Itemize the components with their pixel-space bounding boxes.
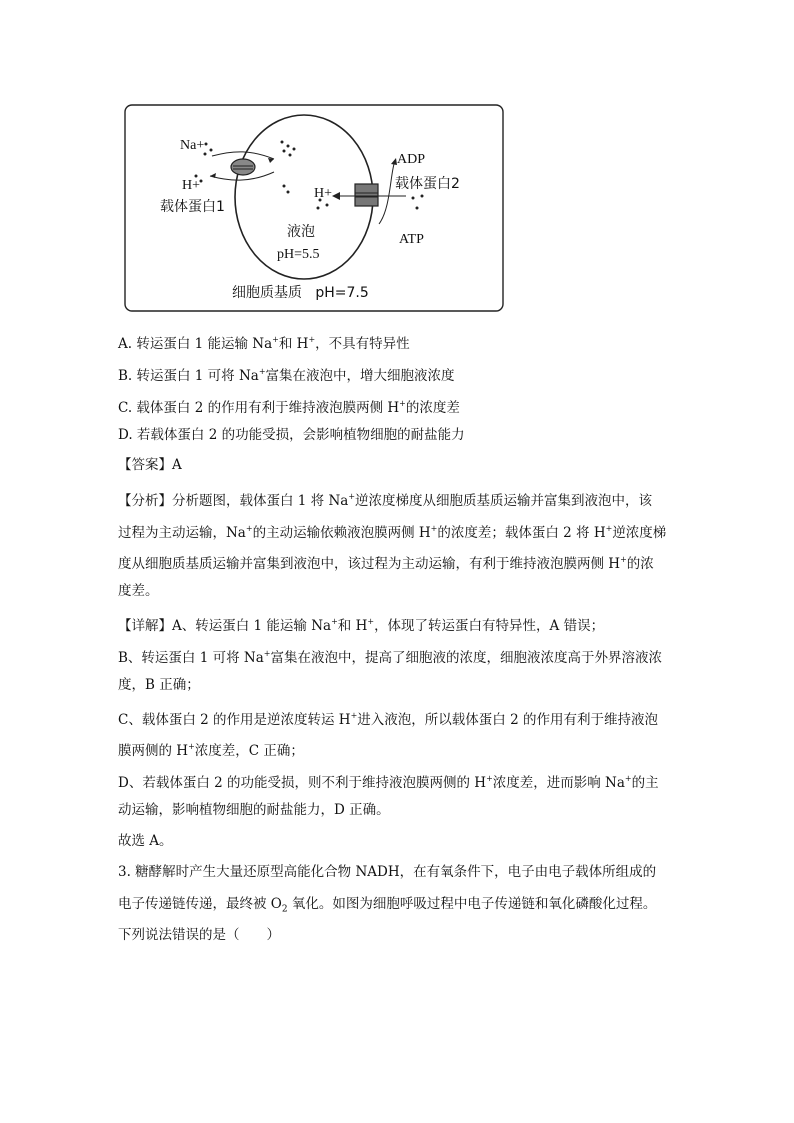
question-3-line: 下列说法错误的是（ ） — [118, 927, 280, 943]
label-carrier-2: 载体蛋白2 — [395, 176, 460, 192]
label-na: Na+ — [180, 138, 205, 153]
vacuole-transport-figure — [124, 104, 504, 312]
label-h-left: H+ — [182, 178, 201, 193]
option-c: C. 载体蛋白 2 的作用有利于维持液泡膜两侧 H+的浓度差 — [118, 399, 460, 416]
detail-line: 【详解】A、转运蛋白 1 能运输 Na+和 H+，体现了转运蛋白有特异性，A 错误； — [118, 617, 605, 634]
option-d: D. 若载体蛋白 2 的功能受损，会影响植物细胞的耐盐能力 — [118, 427, 465, 443]
detail-line: B、转运蛋白 1 可将 Na+富集在液泡中，提高了细胞液的浓度，细胞液浓度高于外界溶液浓 — [118, 649, 662, 666]
detail-line: 故选 A。 — [118, 833, 173, 849]
option-b: B. 转运蛋白 1 可将 Na+富集在液泡中，增大细胞液浓度 — [118, 367, 455, 384]
label-cytosol: 细胞质基质 pH=7.5 — [232, 285, 369, 301]
label-atp: ATP — [399, 232, 424, 247]
detail-line: 动运输，影响植物细胞的耐盐能力，D 正确。 — [118, 802, 390, 818]
detail-line: 度，B 正确； — [118, 677, 200, 693]
label-ph-inside: pH=5.5 — [277, 247, 320, 262]
analysis-line: 度差。 — [118, 583, 159, 599]
label-vacuole: 液泡 — [287, 224, 315, 240]
carrier-protein-2 — [355, 184, 378, 206]
question-3-line: 电子传递链传递，最终被 $O_2$ 氧化。如图为细胞呼吸过程中电子传递链和氧化磷酸化过程。 — [118, 896, 657, 915]
option-a: A. 转运蛋白 1 能运输 Na+和 H+，不具有特异性 — [118, 335, 410, 352]
particles — [195, 141, 424, 210]
detail-line: 膜两侧的 H+浓度差，C 正确； — [118, 742, 304, 759]
label-adp: ADP — [397, 152, 426, 167]
detail-line: D、若载体蛋白 2 的功能受损，则不利于维持液泡膜两侧的 H+浓度差，进而影响 Na+的主 — [118, 774, 659, 791]
analysis-line: 度从细胞质基质运输并富集到液泡中，该过程为主动运输，有利于维持液泡膜两侧 H+的浓 — [118, 555, 654, 572]
detail-line: C、载体蛋白 2 的作用是逆浓度转运 H+进入液泡，所以载体蛋白 2 的作用有利于维持液泡 — [118, 711, 658, 728]
question-3-line: 3. 糖酵解时产生大量还原型高能化合物 NADH，在有氧条件下，电子由电子载体所组成的 — [118, 864, 657, 880]
analysis-line: 【分析】分析题图，载体蛋白 1 将 Na+逆浓度梯度从细胞质基质运输并富集到液泡中，该 — [118, 492, 653, 509]
analysis-line: 过程为主动运输，Na+的主动运输依赖液泡膜两侧 H+的浓度差；载体蛋白 2 将 H+逆浓度梯 — [118, 524, 667, 541]
atp-adp-arrow — [379, 164, 394, 224]
label-h-right: H+ — [314, 186, 333, 201]
carrier-protein-1 — [231, 159, 255, 175]
answer: 【答案】A — [118, 457, 182, 473]
label-carrier-1: 载体蛋白1 — [160, 199, 225, 215]
